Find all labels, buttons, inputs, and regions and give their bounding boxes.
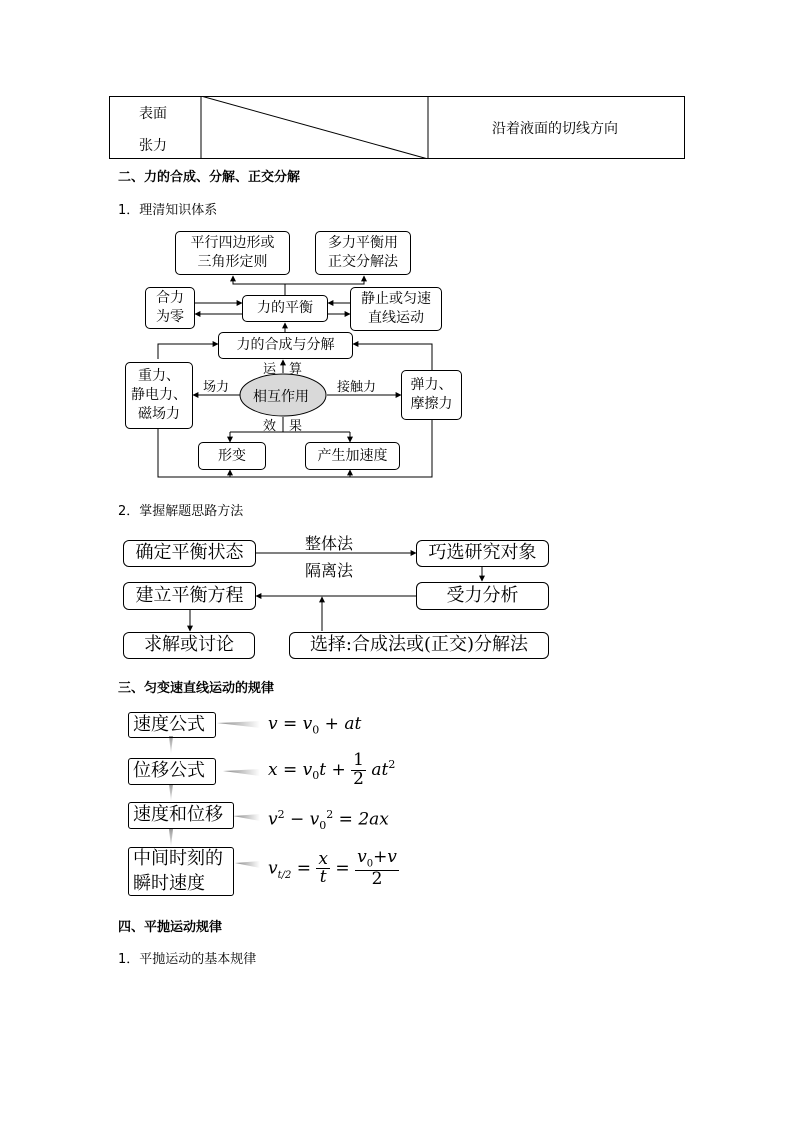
field-force-label: 场力 [203, 380, 230, 395]
isolation-method-label: 隔离法 [305, 561, 354, 580]
parallelogram-rule-box: 平行四边形或 三角形定则 [175, 231, 290, 275]
displacement-formula-box: 位移公式 [128, 758, 216, 785]
table-row-label-1: 表面 [139, 106, 167, 122]
resultant-zero-box: 合力 为零 [145, 287, 195, 329]
elastic-friction-box: 弹力、 摩擦力 [401, 370, 462, 420]
velocity-formula-box: 速度公式 [128, 712, 216, 738]
velocity-displacement-box: 速度和位移 [128, 802, 234, 829]
section2-sub2: 2．掌握解题思路方法 [118, 504, 244, 519]
equilibrium-box: 力的平衡 [242, 295, 328, 322]
deformation-box: 形变 [198, 442, 266, 470]
build-equation-box: 建立平衡方程 [123, 582, 256, 610]
section2-heading: 二、力的合成、分解、正交分解 [118, 170, 301, 185]
mid-time-equation: $v_{t/2}$ = $\frac{x}{t}$ = $\frac{v_0+v}{2}$ [268, 847, 397, 889]
static-uniform-motion-box: 静止或匀速 直线运动 [350, 287, 442, 331]
section2-sub1: 1．理清知识体系 [118, 203, 218, 218]
acceleration-box: 产生加速度 [305, 442, 400, 470]
table-fragment [109, 96, 685, 159]
force-analysis-box: 受力分析 [416, 582, 549, 610]
choose-method-box: 选择:合成法或(正交)分解法 [289, 632, 549, 659]
determine-state-box: 确定平衡状态 [123, 540, 256, 567]
operation-label: 运 算 [263, 362, 303, 377]
field-forces-box: 重力、 静电力、 磁场力 [125, 362, 193, 429]
table-row-label-2: 张力 [139, 138, 167, 154]
displacement-equation: $x = v_0t$ + $\frac{1}{2}$ $at^2$ [268, 750, 396, 789]
knowledge-system-diagram [120, 226, 470, 486]
uniform-acceleration-formulas [120, 705, 540, 900]
orthogonal-decomposition-box: 多力平衡用 正交分解法 [315, 231, 411, 275]
section4-sub1: 1．平抛运动的基本规律 [118, 952, 257, 967]
section3-heading: 三、匀变速直线运动的规律 [118, 681, 275, 696]
solve-box: 求解或讨论 [123, 632, 255, 659]
velocity-equation: $v = v_0$ + at [268, 714, 362, 737]
whole-method-label: 整体法 [305, 534, 354, 553]
mid-time-velocity-box: 中间时刻的 瞬时速度 [128, 847, 234, 896]
effect-label: 效 果 [263, 419, 303, 434]
table-direction-cell: 沿着液面的切线方向 [492, 121, 618, 137]
contact-force-label: 接触力 [337, 380, 377, 395]
select-object-box: 巧选研究对象 [416, 540, 549, 567]
problem-solving-diagram [120, 528, 560, 664]
interaction-label: 相互作用 [253, 389, 309, 405]
compose-decompose-box: 力的合成与分解 [218, 332, 353, 359]
velocity-displacement-equation: $v^2 - v_0^2 = 2ax$ [268, 808, 389, 833]
section4-heading: 四、平抛运动规律 [118, 920, 223, 935]
